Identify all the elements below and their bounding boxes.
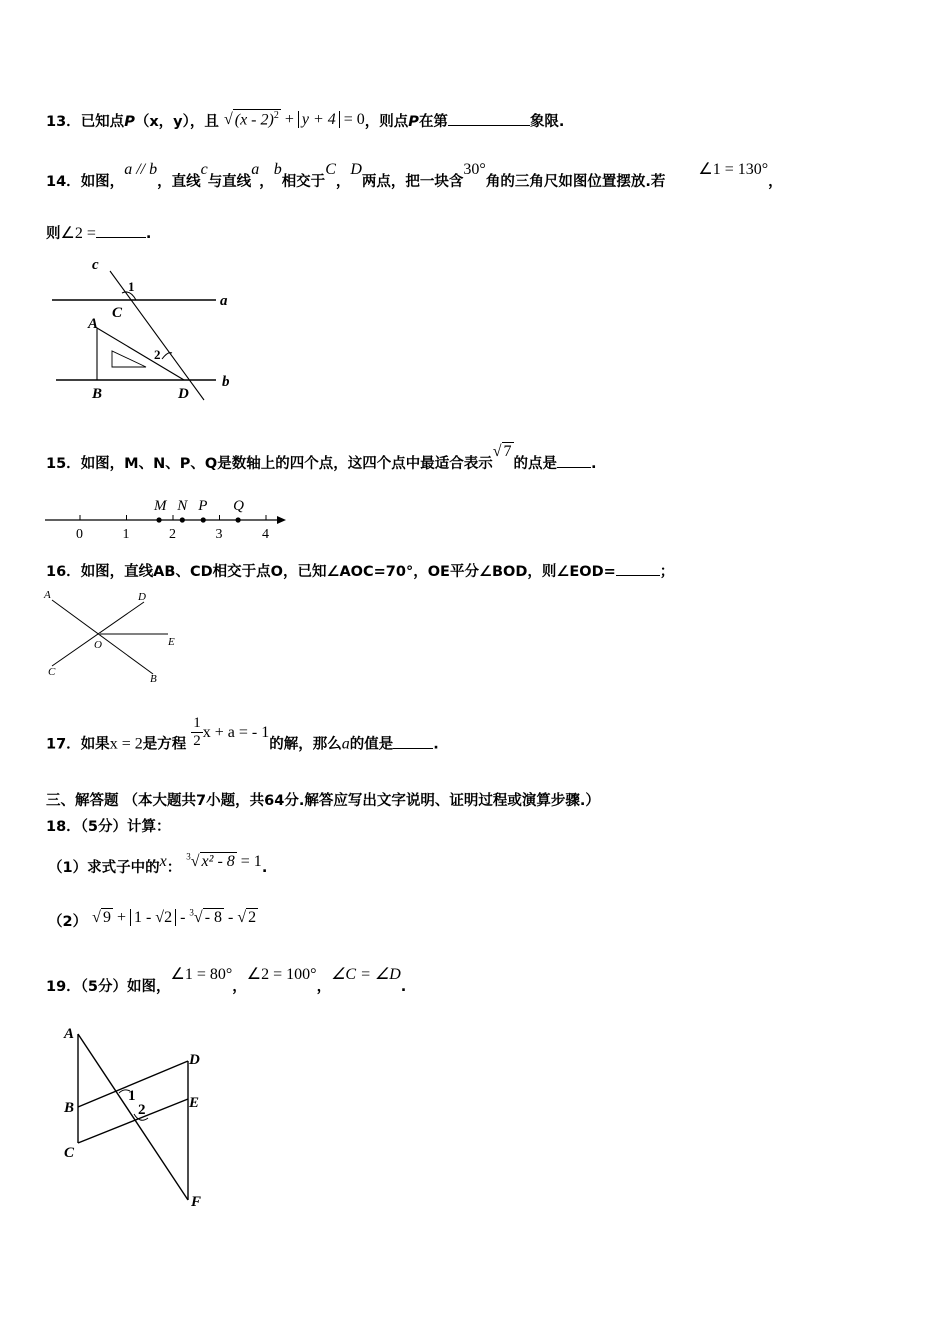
label-1: 1 xyxy=(128,1088,136,1104)
label-D: D xyxy=(178,386,189,402)
q16-figure xyxy=(40,588,200,688)
q15-number-line xyxy=(40,488,300,548)
q17-answer-blank[interactable] xyxy=(393,747,433,749)
tick-label-4: 4 xyxy=(262,527,269,542)
q15-answer-blank[interactable] xyxy=(557,466,591,468)
label-O: O xyxy=(94,639,102,651)
tick-label-3: 3 xyxy=(215,527,223,542)
sqrt7: √ 7 xyxy=(492,443,512,460)
label-2: 2 xyxy=(138,1102,146,1118)
point-N xyxy=(180,517,185,522)
tick-label-1: 1 xyxy=(122,527,130,542)
q14-answer-blank[interactable] xyxy=(96,236,146,238)
q15-number: 15． xyxy=(46,456,81,472)
q17-fraction: $\frac{1}{2}$ xyxy=(193,715,201,749)
label-D: D xyxy=(138,591,146,603)
label-F: F xyxy=(191,1194,202,1210)
question-14-cont: 则∠2 = . xyxy=(46,225,152,242)
label-A: A xyxy=(44,589,51,601)
label-C: C xyxy=(64,1145,75,1161)
q13-formula: √ (x - 2)$^2$ + y + 4 = 0 xyxy=(223,109,365,128)
point-label-N: N xyxy=(177,498,188,514)
point-label-Q: Q xyxy=(233,498,244,514)
label-D: D xyxy=(189,1052,200,1068)
point-P xyxy=(201,517,206,522)
question-14: 14．如图，a // b，直线c与直线a，b相交于C，D两点，把一块含30°角的三角尺如图位置摆放.若 ∠1 = 130°， xyxy=(46,161,783,190)
label-A: A xyxy=(88,316,99,332)
point-M xyxy=(156,517,161,522)
label-a: a xyxy=(220,293,228,309)
segment-AF xyxy=(78,1034,188,1200)
label-2: 2 xyxy=(154,347,161,362)
q14-number: 14． xyxy=(46,174,81,190)
label-C: C xyxy=(112,305,123,321)
label-B: B xyxy=(64,1100,75,1116)
segment-CE xyxy=(78,1099,188,1143)
q18-part-2: （2） √ 9 + 1 - √2 - $^3$√ - 8 - √ 2 xyxy=(48,907,257,930)
line-AB xyxy=(52,600,153,674)
point-label-P: P xyxy=(198,498,208,514)
q13-answer-blank[interactable] xyxy=(448,124,530,126)
q17-number: 17． xyxy=(46,736,81,753)
q13-number: 13． xyxy=(46,114,81,130)
question-16: 16．如图，直线AB、CD相交于点O，已知∠AOC=70°，OE平分∠BOD，则∠EOD= ； xyxy=(46,564,675,580)
q16-answer-blank[interactable] xyxy=(616,574,660,576)
label-B: B xyxy=(150,673,157,685)
question-18-header: 18．（5分）计算： xyxy=(46,819,171,835)
question-17: 17．如果x = 2是方程 $\frac{1}{2}$ x + a = - 1的解，那么a的值是 . xyxy=(46,715,439,753)
question-19: 19．（5分）如图，∠1 = 80°，∠2 = 100°，∠C = ∠D. xyxy=(46,966,407,995)
axis-arrow xyxy=(277,516,286,524)
question-13: 13．已知点P（x，y），且 √ (x - 2)$^2$ + y + 4 = 0，则点P在第 象限. xyxy=(46,109,565,130)
triangle-inner xyxy=(112,351,146,367)
label-A: A xyxy=(64,1026,75,1042)
label-1: 1 xyxy=(128,279,135,294)
point-label-M: M xyxy=(154,498,167,514)
label-E: E xyxy=(168,636,175,648)
section-3-heading: 三、解答题 （本大题共7小题，共64分.解答应写出文字说明、证明过程或演算步骤.） xyxy=(46,793,600,809)
q18-part-1: （1）求式子中的x： $^3$√ x² - 8 = 1. xyxy=(48,851,268,876)
label-E: E xyxy=(189,1095,200,1111)
question-15: 15．如图，M、N、P、Q是数轴上的四个点，这四个点中最适合表示√ 7的点是 . xyxy=(46,443,597,472)
label-C: C xyxy=(48,666,56,678)
tick-label-0: 0 xyxy=(76,527,83,542)
label-b: b xyxy=(222,374,230,390)
label-B: B xyxy=(92,386,103,402)
q19-figure xyxy=(58,1020,228,1215)
q16-number: 16． xyxy=(46,564,81,580)
label-c: c xyxy=(92,257,99,273)
tick-label-2: 2 xyxy=(169,527,176,542)
q14-figure xyxy=(44,255,244,405)
point-Q xyxy=(236,517,241,522)
